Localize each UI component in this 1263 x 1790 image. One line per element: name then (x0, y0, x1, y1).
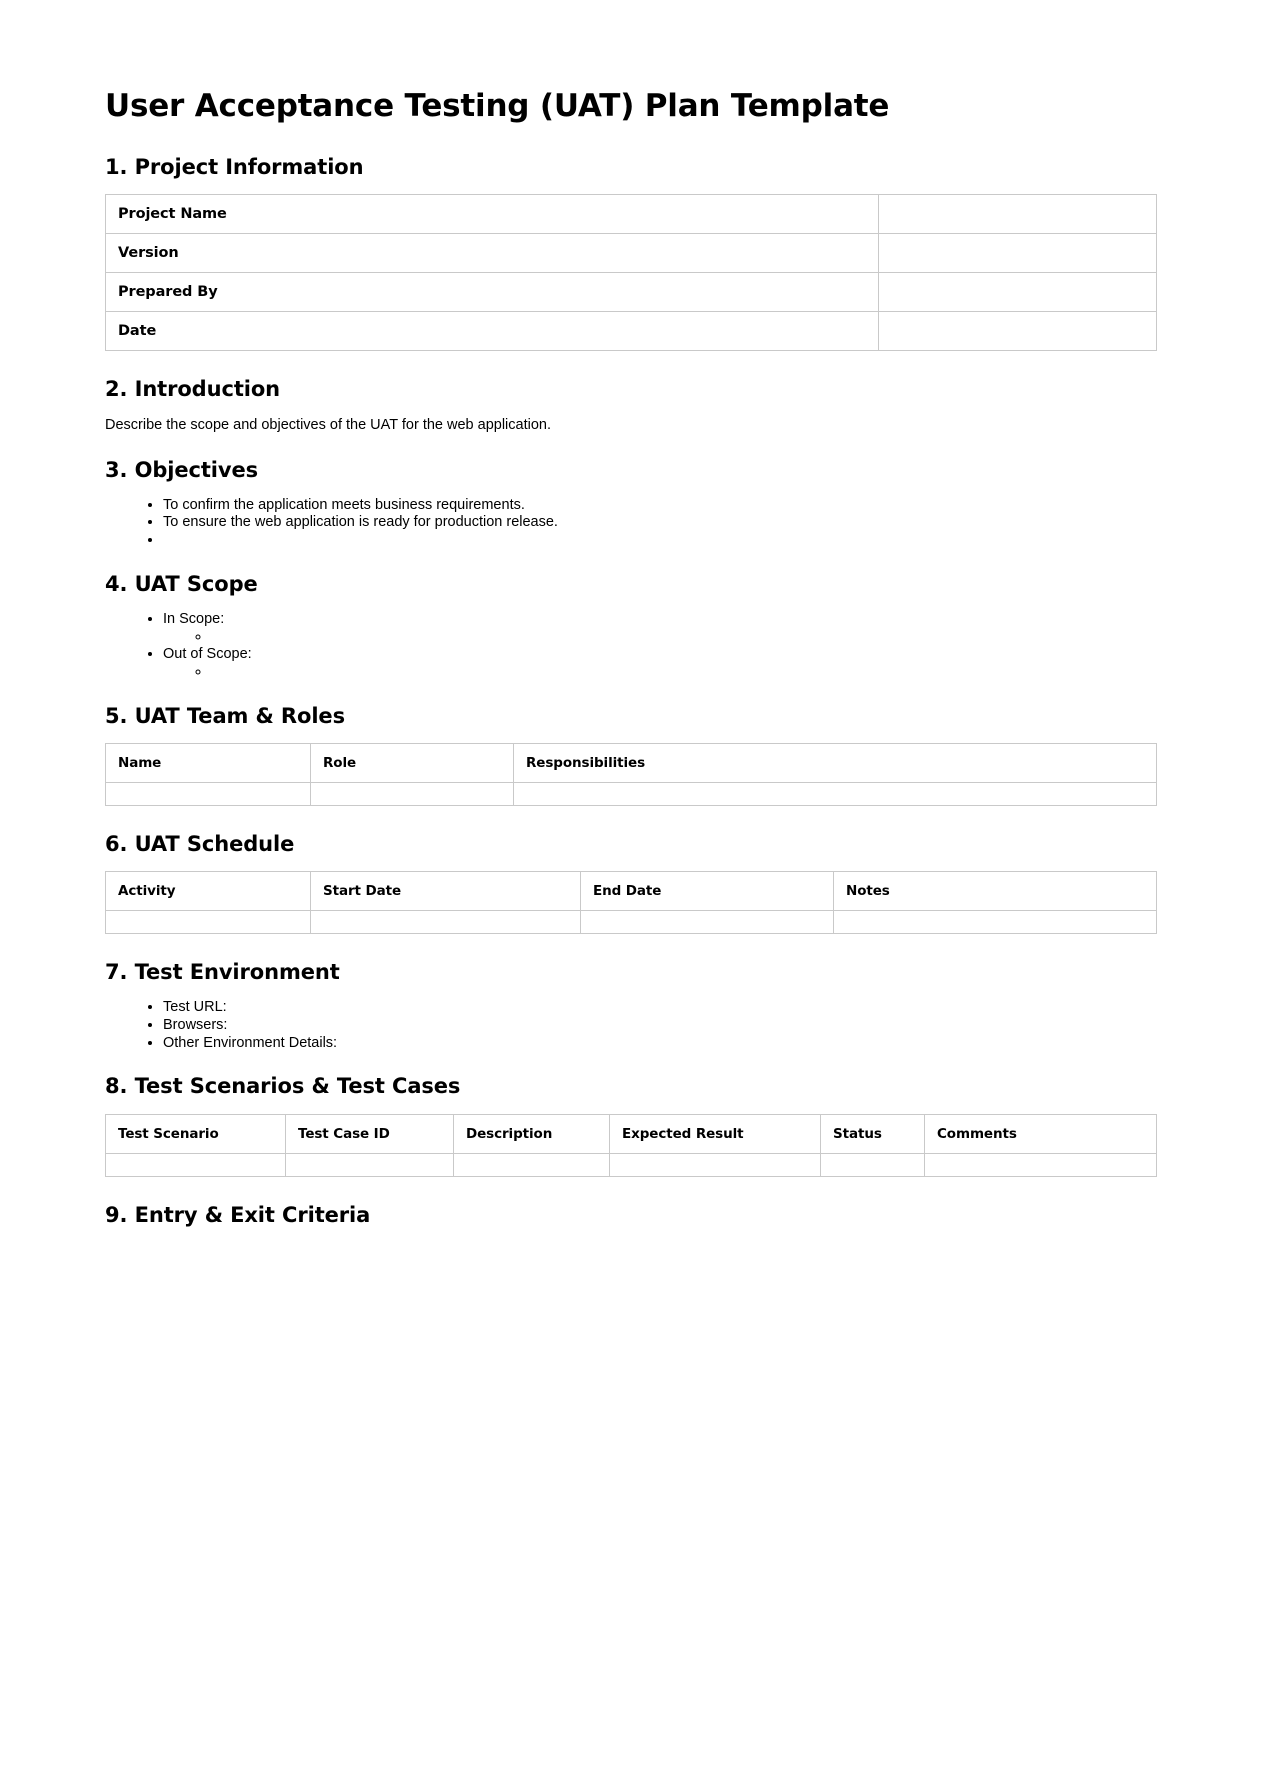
section-heading-uat-schedule: 6. UAT Schedule (105, 831, 295, 856)
section-heading-uat-team-roles: 5. UAT Team & Roles (105, 703, 345, 728)
column-header-expected-result: Expected Result (610, 1114, 821, 1153)
cell-test-scenario[interactable] (106, 1153, 286, 1176)
section-introduction (105, 377, 1155, 436)
section-heading-project-information: 1. Project Information (105, 154, 364, 179)
row-value-project-name[interactable] (879, 194, 1157, 233)
list-item-out-of-scope (163, 646, 1155, 681)
in-scope-label: In Scope: (163, 610, 225, 627)
cell-comments[interactable] (925, 1153, 1157, 1176)
section-heading-test-environment: 7. Test Environment (105, 960, 340, 985)
column-header-test-case-id: Test Case ID (286, 1114, 454, 1153)
row-value-prepared-by[interactable] (879, 272, 1157, 311)
project-information-table (105, 194, 1157, 351)
table-row (106, 233, 1157, 272)
section-project-information (105, 155, 1155, 351)
table-row (106, 311, 1157, 350)
row-label-version: Version (106, 233, 879, 272)
out-of-scope-sublist (163, 664, 1155, 682)
section-test-scenarios (105, 1074, 1155, 1176)
row-label-project-name: Project Name (106, 194, 879, 233)
section-heading-objectives: 3. Objectives (105, 457, 259, 482)
uat-scope-list (105, 611, 1155, 682)
test-environment-list (105, 999, 1155, 1052)
section-uat-scope (105, 572, 1155, 682)
cell-responsibilities[interactable] (514, 782, 1157, 805)
table-row (106, 272, 1157, 311)
section-objectives (105, 458, 1155, 550)
list-item: • Browsers: (163, 1017, 1155, 1035)
cell-status[interactable] (821, 1153, 925, 1176)
row-label-date: Date (106, 311, 879, 350)
row-value-date[interactable] (879, 311, 1157, 350)
cell-expected-result[interactable] (610, 1153, 821, 1176)
section-test-environment (105, 960, 1155, 1052)
table-header-row (106, 872, 1157, 911)
column-header-responsibilities: Responsibilities (514, 743, 1157, 782)
section-heading-introduction: 2. Introduction (105, 376, 281, 401)
table-header-row (106, 743, 1157, 782)
column-header-end-date: End Date (581, 872, 834, 911)
table-row (106, 1153, 1157, 1176)
column-header-status: Status (821, 1114, 925, 1153)
introduction-text: Describe the scope and objectives of the UAT for the web application. (105, 416, 551, 433)
column-header-role: Role (311, 743, 514, 782)
uat-team-roles-table (105, 743, 1157, 806)
column-header-test-scenario: Test Scenario (106, 1114, 286, 1153)
cell-name[interactable] (106, 782, 311, 805)
list-item: • To confirm the application meets business requirements. (163, 497, 1155, 515)
in-scope-sublist (163, 629, 1155, 647)
column-header-notes: Notes (834, 872, 1157, 911)
cell-notes[interactable] (834, 911, 1157, 934)
list-item (211, 664, 1155, 682)
section-uat-schedule (105, 832, 1155, 934)
list-item: • Test URL: (163, 999, 1155, 1017)
cell-end-date[interactable] (581, 911, 834, 934)
cell-test-case-id[interactable] (286, 1153, 454, 1176)
cell-role[interactable] (311, 782, 514, 805)
column-header-activity: Activity (106, 872, 311, 911)
column-header-comments: Comments (925, 1114, 1157, 1153)
test-scenarios-table (105, 1114, 1157, 1177)
column-header-name: Name (106, 743, 311, 782)
objectives-list (105, 497, 1155, 550)
section-entry-exit-criteria (105, 1203, 1155, 1228)
out-of-scope-label: Out of Scope: (163, 646, 252, 663)
section-heading-entry-exit-criteria: 9. Entry & Exit Criteria (105, 1202, 371, 1227)
section-heading-uat-scope: 4. UAT Scope (105, 571, 258, 596)
table-row (106, 911, 1157, 934)
page-title: User Acceptance Testing (UAT) Plan Template (105, 88, 890, 124)
list-item (211, 629, 1155, 647)
cell-activity[interactable] (106, 911, 311, 934)
uat-schedule-table (105, 871, 1157, 934)
list-item-in-scope (163, 611, 1155, 646)
list-item (163, 532, 1155, 550)
cell-description[interactable] (454, 1153, 610, 1176)
row-value-version[interactable] (879, 233, 1157, 272)
column-header-description: Description (454, 1114, 610, 1153)
row-label-prepared-by: Prepared By (106, 272, 879, 311)
list-item: • To ensure the web application is ready for production release. (163, 514, 1155, 532)
table-row (106, 194, 1157, 233)
table-header-row (106, 1114, 1157, 1153)
list-item: • Other Environment Details: (163, 1035, 1155, 1053)
column-header-start-date: Start Date (311, 872, 581, 911)
cell-start-date[interactable] (311, 911, 581, 934)
section-uat-team-roles (105, 704, 1155, 806)
table-row (106, 782, 1157, 805)
section-heading-test-scenarios: 8. Test Scenarios & Test Cases (105, 1074, 461, 1099)
